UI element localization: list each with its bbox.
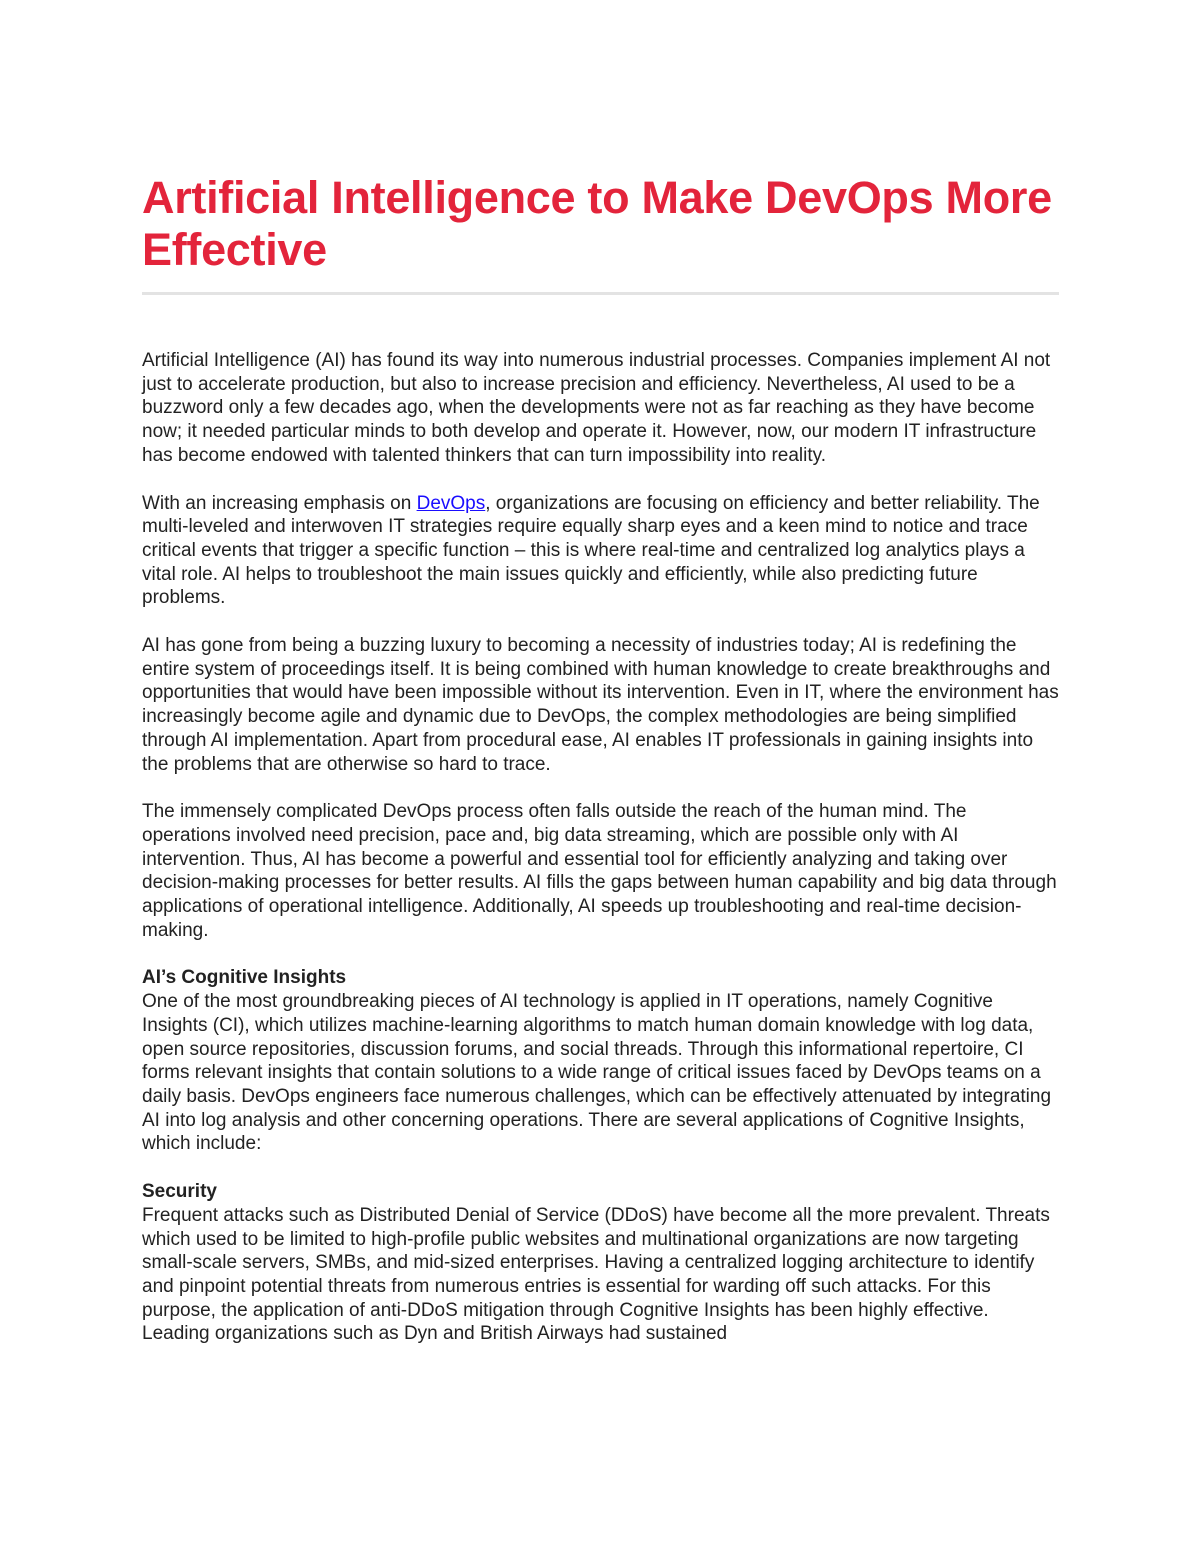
document-page: [142, 172, 1059, 1346]
paragraph-devops-text-after: , organizations are focusing on efficiency and better reliability. The multi-leveled and interwoven IT strategies require equally sharp eyes and a keen mind to notice and trace critical events that trigger a specific function – this is where real-time and centralized log analytics plays a vital role. AI helps to troubleshoot the main issues quickly and efficiently, while also predicting future problems.: [142, 492, 1040, 609]
paragraph-devops-text-before: With an increasing emphasis on: [142, 492, 417, 514]
article-title: Artificial Intelligence to Make DevOps More Effective: [142, 172, 1052, 275]
title-divider: [142, 292, 1059, 295]
section-heading-cognitive-insights: AI’s Cognitive Insights: [142, 967, 347, 989]
paragraph-intro: Artificial Intelligence (AI) has found its way into numerous industrial processes. Companies implement AI not just to accelerate production, but also to increase precision and efficiency. Nevertheless, AI used to be a buzzword only a few decades ago, when the developments were not as far reaching as they have become now; it needed particular minds to both develop and operate it. However, now, our modern IT infrastructure has become endowed with talented thinkers that can turn impossibility into reality.: [142, 350, 1051, 466]
paragraph-complexity: The immensely complicated DevOps process often falls outside the reach of the human mind. The operations involved need precision, pace and, big data streaming, which are possible only with AI intervention. Thus, AI has become a powerful and essential tool for efficiently analyzing and taking over decision-making processes for better results. AI fills the gaps between human capability and big data through applications of operational intelligence. Additionally, AI speeds up troubleshooting and real-time decision-making.: [142, 801, 1057, 941]
paragraph-security: Frequent attacks such as Distributed Denial of Service (DDoS) have become all the more prevalent. Threats which used to be limited to high-profile public websites and multinational organizations are now targeting small-scale servers, SMBs, and mid-sized enterprises. Having a centralized logging architecture to identify and pinpoint potential threats from numerous entries is essential for warding off such attacks. For this purpose, the application of anti-DDoS mitigation through Cognitive Insights has been highly effective. Leading organizations such as Dyn and British Airways had sustained: [142, 1204, 1050, 1345]
article-body: [142, 349, 1059, 1346]
devops-link[interactable]: DevOps: [416, 492, 486, 514]
section-heading-security: Security: [142, 1181, 217, 1203]
paragraph-necessity: AI has gone from being a buzzing luxury to becoming a necessity of industries today; AI is redefining the entire system of proceedings itself. It is being combined with human knowledge to create breakthroughs and opportunities that would have been impossible without its intervention. Even in IT, where the environment has increasingly become agile and dynamic due to DevOps, the complex methodologies are being simplified through AI implementation. Apart from procedural ease, AI enables IT professionals in gaining insights into the problems that are otherwise so hard to trace.: [142, 635, 1059, 775]
paragraph-cognitive-insights: One of the most groundbreaking pieces of AI technology is applied in IT operations, namely Cognitive Insights (CI), which utilizes machine-learning algorithms to match human domain knowledge with log data, open source repositories, discussion forums, and social threads. Through this informational repertoire, CI forms relevant insights that contain solutions to a wide range of critical issues faced by DevOps teams on a daily basis. DevOps engineers face numerous challenges, which can be effectively attenuated by integrating AI into log analysis and other concerning operations. There are several applications of Cognitive Insights, which include:: [142, 991, 1052, 1155]
paragraph-devops: [142, 492, 1059, 611]
